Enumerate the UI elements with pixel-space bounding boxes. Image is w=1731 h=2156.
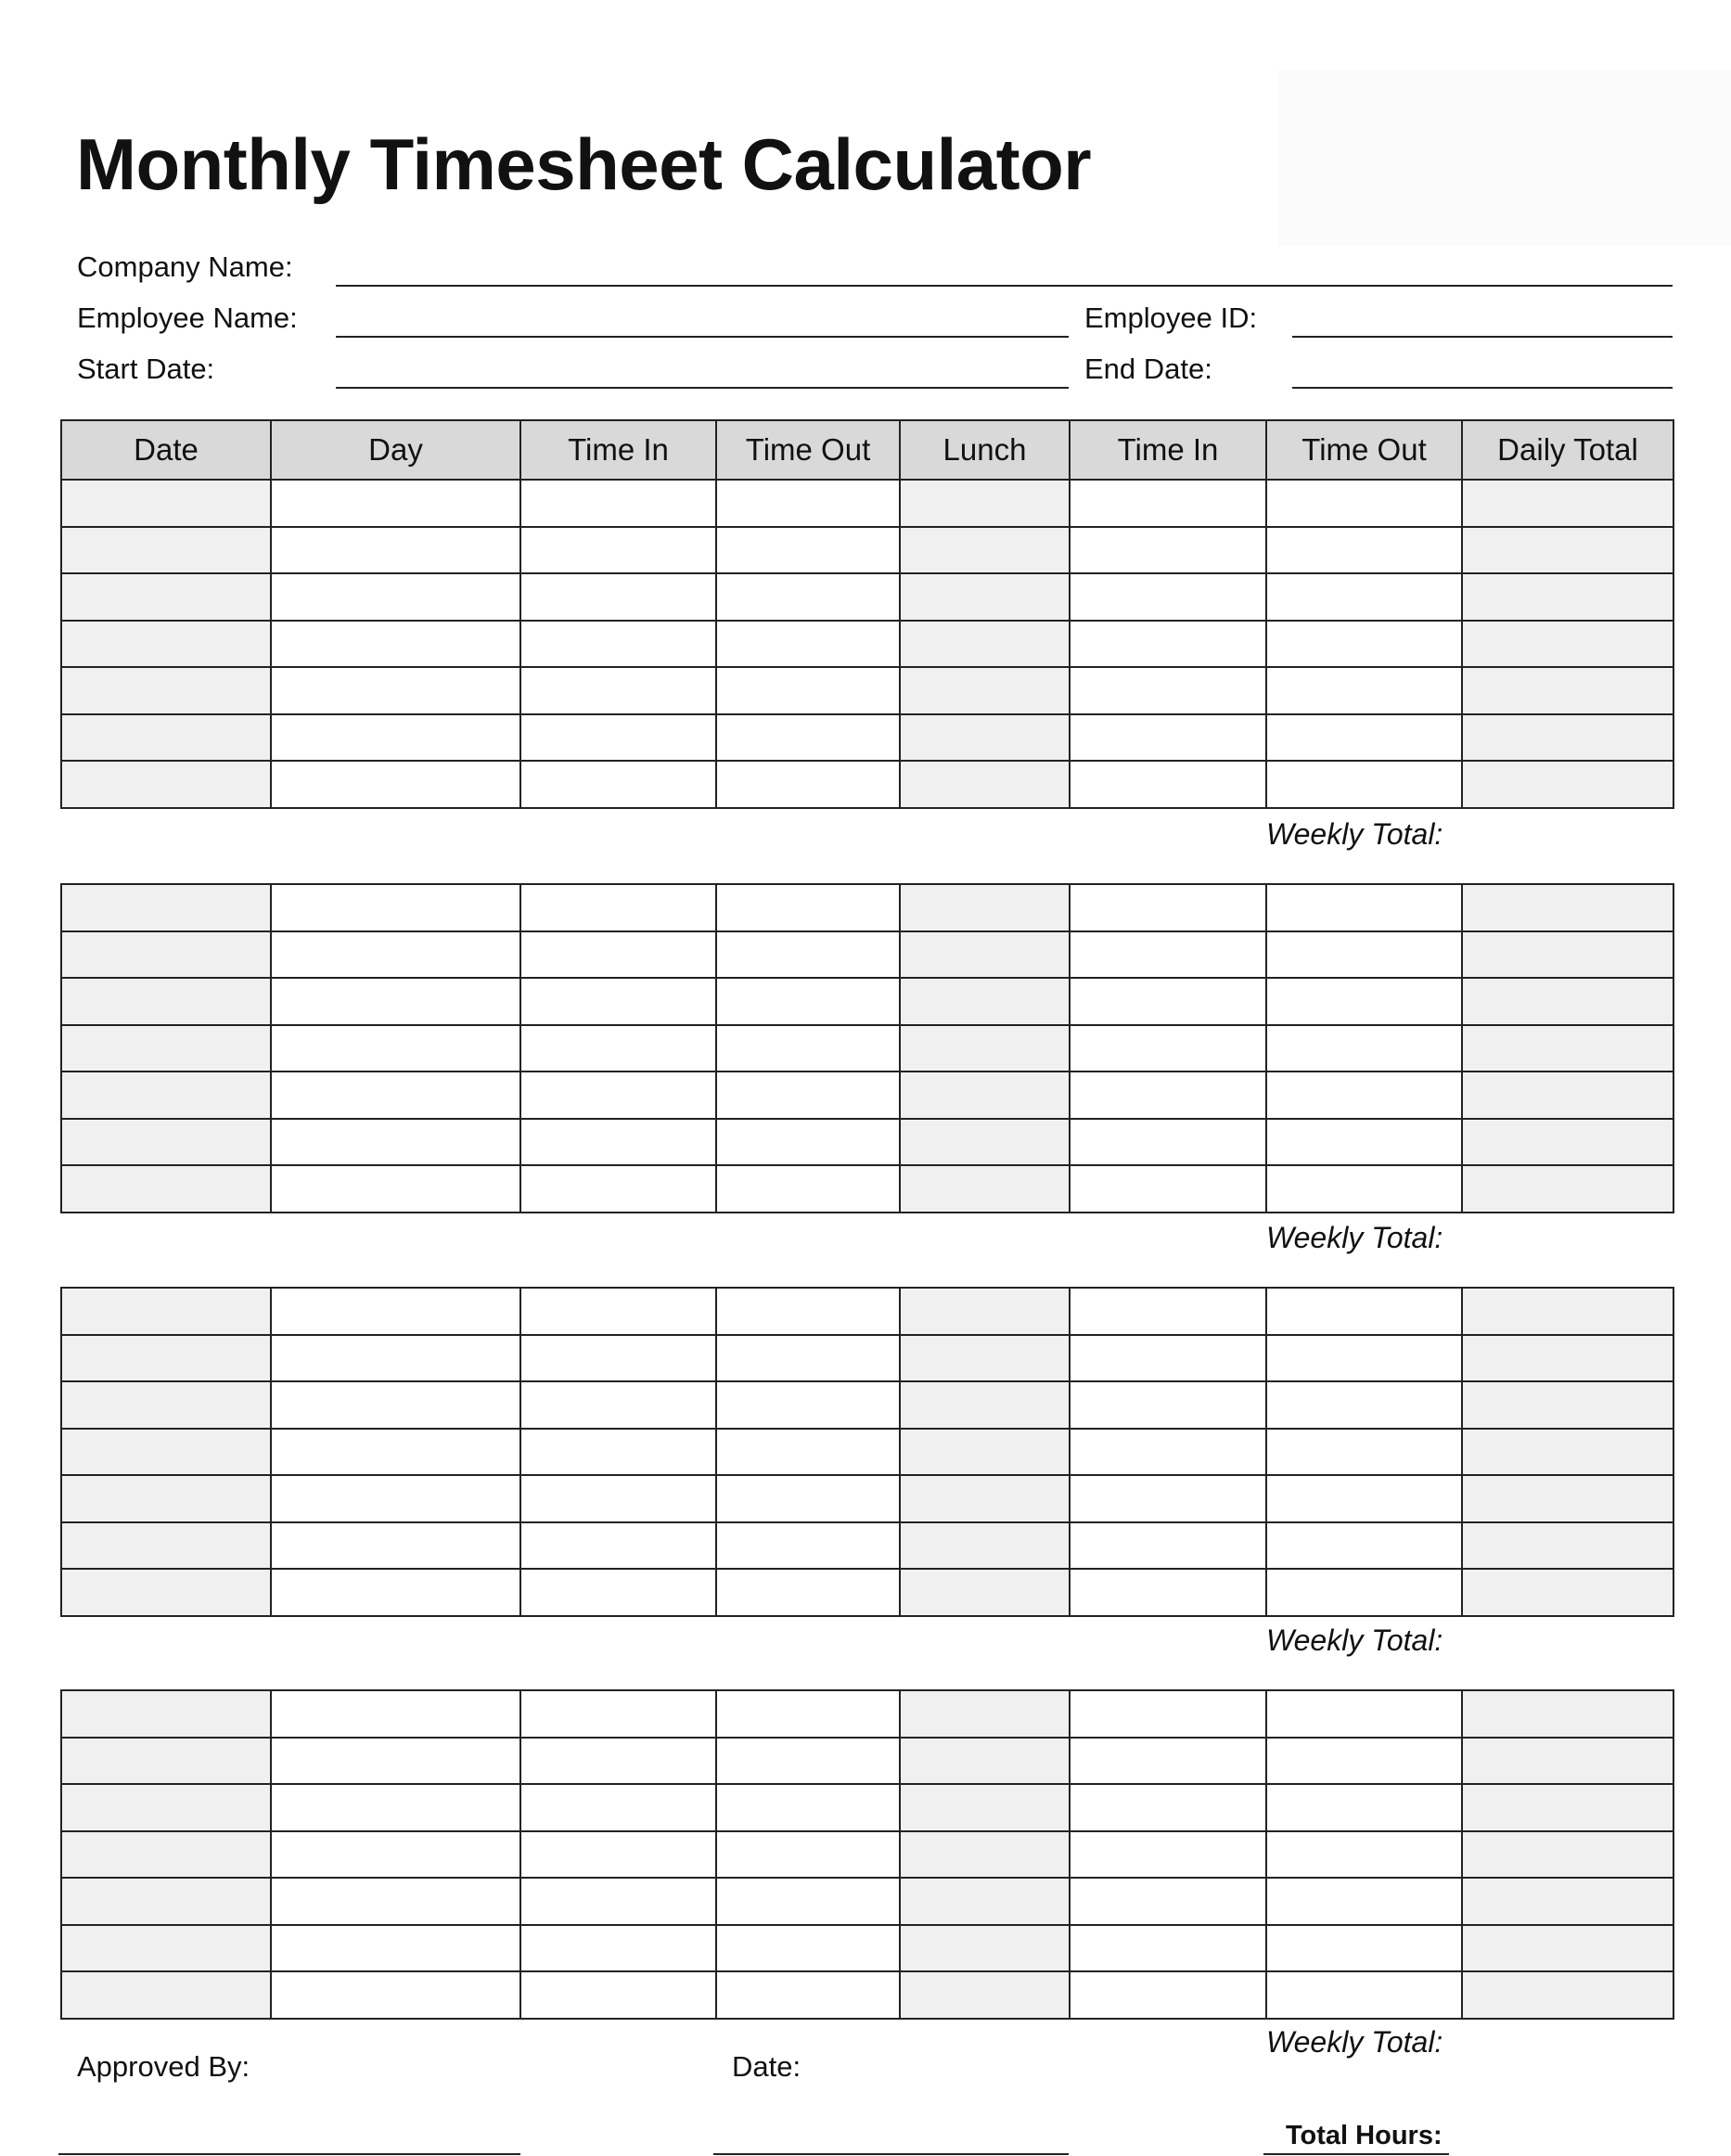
cell-time-in[interactable] bbox=[520, 573, 716, 621]
cell-time-out[interactable] bbox=[716, 480, 900, 527]
cell-lunch[interactable] bbox=[900, 1971, 1070, 2019]
cell-time-out[interactable] bbox=[716, 1429, 900, 1476]
weekly-total-label-2: Weekly Total: bbox=[1266, 1221, 1443, 1254]
employee-name-field[interactable] bbox=[336, 336, 1069, 338]
cell-time-out[interactable] bbox=[716, 1072, 900, 1119]
cell-time-in-2[interactable] bbox=[1070, 1165, 1266, 1213]
weekly-total-label-4: Weekly Total: bbox=[1266, 2025, 1443, 2059]
cell-time-out-2[interactable] bbox=[1266, 1119, 1462, 1166]
cell-time-in[interactable] bbox=[520, 1288, 716, 1335]
cell-time-out-2[interactable] bbox=[1266, 978, 1462, 1025]
cell-time-in-2[interactable] bbox=[1070, 667, 1266, 714]
cell-time-out-2[interactable] bbox=[1266, 480, 1462, 527]
cell-date[interactable] bbox=[61, 1072, 271, 1119]
cell-time-out[interactable] bbox=[716, 1522, 900, 1570]
cell-daily-total[interactable] bbox=[1462, 1878, 1673, 1925]
cell-time-in-2[interactable] bbox=[1070, 1784, 1266, 1831]
cell-lunch[interactable] bbox=[900, 1738, 1070, 1785]
cell-time-in[interactable] bbox=[520, 621, 716, 668]
cell-time-in[interactable] bbox=[520, 714, 716, 762]
cell-daily-total[interactable] bbox=[1462, 931, 1673, 979]
table-row bbox=[61, 1288, 1673, 1335]
cell-time-in-2[interactable] bbox=[1070, 1475, 1266, 1522]
cell-day[interactable] bbox=[271, 1288, 520, 1335]
cell-time-in-2[interactable] bbox=[1070, 480, 1266, 527]
table-row bbox=[61, 761, 1673, 808]
cell-day[interactable] bbox=[271, 1335, 520, 1382]
cell-lunch[interactable] bbox=[900, 1831, 1070, 1879]
cell-time-in[interactable] bbox=[520, 1569, 716, 1616]
employee-name-label: Employee Name: bbox=[77, 302, 298, 334]
cell-daily-total[interactable] bbox=[1462, 1738, 1673, 1785]
corner-shade bbox=[1278, 71, 1731, 245]
employee-id-label: Employee ID: bbox=[1084, 302, 1258, 334]
cell-date[interactable] bbox=[61, 573, 271, 621]
cell-time-in[interactable] bbox=[520, 884, 716, 931]
table-row bbox=[61, 714, 1673, 762]
cell-day[interactable] bbox=[271, 1878, 520, 1925]
col-header-date: Date bbox=[61, 420, 271, 480]
cell-time-out-2[interactable] bbox=[1266, 931, 1462, 979]
cell-time-out[interactable] bbox=[716, 1335, 900, 1382]
cell-date[interactable] bbox=[61, 667, 271, 714]
cell-lunch[interactable] bbox=[900, 621, 1070, 668]
approved-by-label: Approved By: bbox=[77, 2050, 250, 2083]
cell-day[interactable] bbox=[271, 1738, 520, 1785]
table-row bbox=[61, 480, 1673, 527]
cell-time-out[interactable] bbox=[716, 1831, 900, 1879]
cell-lunch[interactable] bbox=[900, 527, 1070, 574]
table-row bbox=[61, 527, 1673, 574]
cell-date[interactable] bbox=[61, 621, 271, 668]
end-date-label: End Date: bbox=[1084, 353, 1212, 385]
weekly-total-label-3: Weekly Total: bbox=[1266, 1623, 1443, 1657]
header-row bbox=[61, 420, 1673, 480]
cell-time-in[interactable] bbox=[520, 1878, 716, 1925]
col-header-time-in: Time In bbox=[520, 420, 716, 480]
cell-day[interactable] bbox=[271, 931, 520, 979]
table-row bbox=[61, 1335, 1673, 1382]
cell-day[interactable] bbox=[271, 1971, 520, 2019]
cell-daily-total[interactable] bbox=[1462, 621, 1673, 668]
cell-daily-total[interactable] bbox=[1462, 573, 1673, 621]
cell-date[interactable] bbox=[61, 1784, 271, 1831]
cell-lunch[interactable] bbox=[900, 1165, 1070, 1213]
cell-lunch[interactable] bbox=[900, 1475, 1070, 1522]
cell-day[interactable] bbox=[271, 978, 520, 1025]
cell-day[interactable] bbox=[271, 480, 520, 527]
cell-time-in[interactable] bbox=[520, 1072, 716, 1119]
cell-time-out[interactable] bbox=[716, 1381, 900, 1429]
cell-daily-total[interactable] bbox=[1462, 1925, 1673, 1972]
cell-daily-total[interactable] bbox=[1462, 480, 1673, 527]
week-4-table bbox=[60, 1689, 1674, 2020]
table-row bbox=[61, 1522, 1673, 1570]
cell-time-out-2[interactable] bbox=[1266, 761, 1462, 808]
cell-daily-total[interactable] bbox=[1462, 714, 1673, 762]
cell-day[interactable] bbox=[271, 1475, 520, 1522]
col-header-time-out-2: Time Out bbox=[1266, 420, 1462, 480]
table-row bbox=[61, 1569, 1673, 1616]
cell-time-out-2[interactable] bbox=[1266, 527, 1462, 574]
table-row bbox=[61, 1475, 1673, 1522]
cell-time-out-2[interactable] bbox=[1266, 1738, 1462, 1785]
cell-daily-total[interactable] bbox=[1462, 1288, 1673, 1335]
cell-time-out-2[interactable] bbox=[1266, 884, 1462, 931]
table-row bbox=[61, 1025, 1673, 1072]
cell-daily-total[interactable] bbox=[1462, 761, 1673, 808]
cell-time-in-2[interactable] bbox=[1070, 1971, 1266, 2019]
cell-time-in[interactable] bbox=[520, 1925, 716, 1972]
cell-lunch[interactable] bbox=[900, 667, 1070, 714]
cell-time-in[interactable] bbox=[520, 1335, 716, 1382]
cell-time-out-2[interactable] bbox=[1266, 1971, 1462, 2019]
cell-time-out[interactable] bbox=[716, 884, 900, 931]
cell-time-out-2[interactable] bbox=[1266, 1831, 1462, 1879]
cell-daily-total[interactable] bbox=[1462, 1429, 1673, 1476]
cell-time-in-2[interactable] bbox=[1070, 621, 1266, 668]
cell-lunch[interactable] bbox=[900, 1072, 1070, 1119]
cell-time-in[interactable] bbox=[520, 761, 716, 808]
cell-time-in-2[interactable] bbox=[1070, 1072, 1266, 1119]
cell-time-in[interactable] bbox=[520, 480, 716, 527]
cell-date[interactable] bbox=[61, 1429, 271, 1476]
cell-time-out[interactable] bbox=[716, 978, 900, 1025]
cell-lunch[interactable] bbox=[900, 1925, 1070, 1972]
cell-date[interactable] bbox=[61, 480, 271, 527]
cell-date[interactable] bbox=[61, 1738, 271, 1785]
col-header-day: Day bbox=[271, 420, 520, 480]
weekly-total-label-1: Weekly Total: bbox=[1266, 817, 1443, 851]
cell-daily-total[interactable] bbox=[1462, 1165, 1673, 1213]
cell-day[interactable] bbox=[271, 761, 520, 808]
cell-time-in-2[interactable] bbox=[1070, 1878, 1266, 1925]
cell-time-in[interactable] bbox=[520, 1971, 716, 2019]
table-row bbox=[61, 1738, 1673, 1785]
cell-time-in[interactable] bbox=[520, 1119, 716, 1166]
cell-time-in-2[interactable] bbox=[1070, 527, 1266, 574]
cell-time-in[interactable] bbox=[520, 1165, 716, 1213]
cell-daily-total[interactable] bbox=[1462, 1025, 1673, 1072]
table-row bbox=[61, 1165, 1673, 1213]
cell-lunch[interactable] bbox=[900, 1335, 1070, 1382]
cell-daily-total[interactable] bbox=[1462, 1119, 1673, 1166]
cell-daily-total[interactable] bbox=[1462, 1522, 1673, 1570]
table-row bbox=[61, 1878, 1673, 1925]
cell-time-out[interactable] bbox=[716, 1119, 900, 1166]
cell-time-out-2[interactable] bbox=[1266, 1165, 1462, 1213]
cell-time-in-2[interactable] bbox=[1070, 884, 1266, 931]
table-row bbox=[61, 573, 1673, 621]
cell-lunch[interactable] bbox=[900, 1878, 1070, 1925]
table-row bbox=[61, 1072, 1673, 1119]
cell-time-out[interactable] bbox=[716, 1784, 900, 1831]
cell-time-in[interactable] bbox=[520, 931, 716, 979]
cell-time-out-2[interactable] bbox=[1266, 1475, 1462, 1522]
cell-date[interactable] bbox=[61, 1025, 271, 1072]
cell-lunch[interactable] bbox=[900, 714, 1070, 762]
table-row bbox=[61, 621, 1673, 668]
table-row bbox=[61, 931, 1673, 979]
cell-date[interactable] bbox=[61, 1569, 271, 1616]
cell-lunch[interactable] bbox=[900, 761, 1070, 808]
cell-date[interactable] bbox=[61, 931, 271, 979]
cell-lunch[interactable] bbox=[900, 1784, 1070, 1831]
cell-day[interactable] bbox=[271, 714, 520, 762]
cell-time-out[interactable] bbox=[716, 1971, 900, 2019]
cell-day[interactable] bbox=[271, 1831, 520, 1879]
approval-date-field[interactable] bbox=[713, 2153, 1069, 2155]
cell-day[interactable] bbox=[271, 573, 520, 621]
cell-time-out-2[interactable] bbox=[1266, 1381, 1462, 1429]
cell-day[interactable] bbox=[271, 621, 520, 668]
cell-date[interactable] bbox=[61, 1925, 271, 1972]
company-name-label: Company Name: bbox=[77, 250, 293, 283]
cell-lunch[interactable] bbox=[900, 1288, 1070, 1335]
table-row bbox=[61, 1971, 1673, 2019]
cell-day[interactable] bbox=[271, 1025, 520, 1072]
table-row bbox=[61, 667, 1673, 714]
cell-date[interactable] bbox=[61, 1165, 271, 1213]
cell-time-out-2[interactable] bbox=[1266, 1784, 1462, 1831]
cell-daily-total[interactable] bbox=[1462, 1381, 1673, 1429]
cell-lunch[interactable] bbox=[900, 978, 1070, 1025]
cell-lunch[interactable] bbox=[900, 1381, 1070, 1429]
cell-time-out-2[interactable] bbox=[1266, 621, 1462, 668]
cell-time-out[interactable] bbox=[716, 527, 900, 574]
cell-time-out-2[interactable] bbox=[1266, 1569, 1462, 1616]
cell-day[interactable] bbox=[271, 1381, 520, 1429]
cell-time-out-2[interactable] bbox=[1266, 714, 1462, 762]
cell-time-out[interactable] bbox=[716, 714, 900, 762]
cell-date[interactable] bbox=[61, 1690, 271, 1738]
cell-time-out[interactable] bbox=[716, 1025, 900, 1072]
cell-time-out[interactable] bbox=[716, 1475, 900, 1522]
cell-date[interactable] bbox=[61, 1475, 271, 1522]
cell-lunch[interactable] bbox=[900, 1119, 1070, 1166]
cell-date[interactable] bbox=[61, 714, 271, 762]
cell-time-in[interactable] bbox=[520, 1738, 716, 1785]
table-row bbox=[61, 884, 1673, 931]
week-2-table bbox=[60, 883, 1674, 1213]
cell-day[interactable] bbox=[271, 1784, 520, 1831]
cell-time-out-2[interactable] bbox=[1266, 1288, 1462, 1335]
start-date-label: Start Date: bbox=[77, 353, 215, 385]
approved-by-field[interactable] bbox=[58, 2153, 520, 2155]
cell-time-in-2[interactable] bbox=[1070, 1335, 1266, 1382]
cell-lunch[interactable] bbox=[900, 1429, 1070, 1476]
cell-time-out[interactable] bbox=[716, 1569, 900, 1616]
col-header-lunch: Lunch bbox=[900, 420, 1070, 480]
cell-time-in-2[interactable] bbox=[1070, 1925, 1266, 1972]
cell-time-in-2[interactable] bbox=[1070, 978, 1266, 1025]
cell-time-in[interactable] bbox=[520, 978, 716, 1025]
table-row bbox=[61, 978, 1673, 1025]
cell-date[interactable] bbox=[61, 1971, 271, 2019]
cell-day[interactable] bbox=[271, 1522, 520, 1570]
cell-time-in[interactable] bbox=[520, 1025, 716, 1072]
cell-time-out-2[interactable] bbox=[1266, 1522, 1462, 1570]
cell-time-out[interactable] bbox=[716, 621, 900, 668]
cell-date[interactable] bbox=[61, 1119, 271, 1166]
col-header-time-in-2: Time In bbox=[1070, 420, 1266, 480]
table-row bbox=[61, 1119, 1673, 1166]
cell-time-in-2[interactable] bbox=[1070, 1119, 1266, 1166]
cell-date[interactable] bbox=[61, 1831, 271, 1879]
table-row bbox=[61, 1429, 1673, 1476]
cell-time-out[interactable] bbox=[716, 1165, 900, 1213]
employee-id-field[interactable] bbox=[1292, 336, 1673, 338]
company-name-field[interactable] bbox=[336, 285, 1673, 287]
cell-day[interactable] bbox=[271, 1072, 520, 1119]
cell-daily-total[interactable] bbox=[1462, 1475, 1673, 1522]
cell-time-out[interactable] bbox=[716, 1878, 900, 1925]
cell-lunch[interactable] bbox=[900, 931, 1070, 979]
cell-lunch[interactable] bbox=[900, 480, 1070, 527]
cell-time-in-2[interactable] bbox=[1070, 1288, 1266, 1335]
cell-day[interactable] bbox=[271, 1119, 520, 1166]
col-header-daily-total: Daily Total bbox=[1462, 420, 1673, 480]
table-row bbox=[61, 1784, 1673, 1831]
cell-date[interactable] bbox=[61, 1878, 271, 1925]
cell-time-out-2[interactable] bbox=[1266, 1878, 1462, 1925]
cell-lunch[interactable] bbox=[900, 573, 1070, 621]
cell-date[interactable] bbox=[61, 1522, 271, 1570]
week-3-table bbox=[60, 1287, 1674, 1617]
cell-time-out[interactable] bbox=[716, 761, 900, 808]
cell-time-in-2[interactable] bbox=[1070, 1025, 1266, 1072]
cell-day[interactable] bbox=[271, 667, 520, 714]
cell-time-in[interactable] bbox=[520, 1784, 716, 1831]
cell-time-out[interactable] bbox=[716, 573, 900, 621]
cell-date[interactable] bbox=[61, 884, 271, 931]
cell-lunch[interactable] bbox=[900, 1522, 1070, 1570]
cell-time-out[interactable] bbox=[716, 931, 900, 979]
cell-time-out[interactable] bbox=[716, 1288, 900, 1335]
week-1-table bbox=[60, 419, 1674, 809]
cell-lunch[interactable] bbox=[900, 884, 1070, 931]
cell-date[interactable] bbox=[61, 1288, 271, 1335]
cell-daily-total[interactable] bbox=[1462, 1569, 1673, 1616]
cell-date[interactable] bbox=[61, 1335, 271, 1382]
cell-time-in[interactable] bbox=[520, 1690, 716, 1738]
cell-time-out[interactable] bbox=[716, 1925, 900, 1972]
table-row bbox=[61, 1690, 1673, 1738]
cell-time-in-2[interactable] bbox=[1070, 1429, 1266, 1476]
cell-day[interactable] bbox=[271, 1690, 520, 1738]
cell-time-out[interactable] bbox=[716, 1738, 900, 1785]
page-title: Monthly Timesheet Calculator bbox=[76, 123, 1092, 205]
cell-time-in[interactable] bbox=[520, 1522, 716, 1570]
col-header-time-out: Time Out bbox=[716, 420, 900, 480]
cell-date[interactable] bbox=[61, 978, 271, 1025]
cell-time-in[interactable] bbox=[520, 527, 716, 574]
cell-time-in-2[interactable] bbox=[1070, 1831, 1266, 1879]
cell-daily-total[interactable] bbox=[1462, 1335, 1673, 1382]
cell-time-in-2[interactable] bbox=[1070, 761, 1266, 808]
cell-time-out-2[interactable] bbox=[1266, 1925, 1462, 1972]
cell-daily-total[interactable] bbox=[1462, 1831, 1673, 1879]
cell-time-out[interactable] bbox=[716, 1690, 900, 1738]
cell-date[interactable] bbox=[61, 761, 271, 808]
table-row bbox=[61, 1925, 1673, 1972]
cell-time-out-2[interactable] bbox=[1266, 1690, 1462, 1738]
cell-lunch[interactable] bbox=[900, 1025, 1070, 1072]
cell-time-in[interactable] bbox=[520, 1831, 716, 1879]
cell-time-in-2[interactable] bbox=[1070, 573, 1266, 621]
cell-day[interactable] bbox=[271, 1429, 520, 1476]
cell-time-in[interactable] bbox=[520, 1381, 716, 1429]
cell-daily-total[interactable] bbox=[1462, 667, 1673, 714]
approval-date-label: Date: bbox=[732, 2050, 801, 2083]
cell-daily-total[interactable] bbox=[1462, 1971, 1673, 2019]
cell-time-out-2[interactable] bbox=[1266, 1429, 1462, 1476]
cell-day[interactable] bbox=[271, 1569, 520, 1616]
cell-lunch[interactable] bbox=[900, 1569, 1070, 1616]
cell-time-out-2[interactable] bbox=[1266, 1335, 1462, 1382]
cell-time-in-2[interactable] bbox=[1070, 1690, 1266, 1738]
cell-date[interactable] bbox=[61, 527, 271, 574]
start-date-field[interactable] bbox=[336, 387, 1069, 389]
cell-time-in[interactable] bbox=[520, 667, 716, 714]
cell-day[interactable] bbox=[271, 1925, 520, 1972]
cell-time-out[interactable] bbox=[716, 667, 900, 714]
cell-day[interactable] bbox=[271, 884, 520, 931]
cell-time-in[interactable] bbox=[520, 1429, 716, 1476]
cell-daily-total[interactable] bbox=[1462, 978, 1673, 1025]
cell-daily-total[interactable] bbox=[1462, 884, 1673, 931]
total-hours-field[interactable] bbox=[1263, 2153, 1449, 2155]
cell-lunch[interactable] bbox=[900, 1690, 1070, 1738]
cell-daily-total[interactable] bbox=[1462, 1784, 1673, 1831]
total-hours-label: Total Hours: bbox=[1286, 2121, 1442, 2150]
cell-date[interactable] bbox=[61, 1381, 271, 1429]
table-row bbox=[61, 1831, 1673, 1879]
cell-time-out-2[interactable] bbox=[1266, 1072, 1462, 1119]
cell-time-out-2[interactable] bbox=[1266, 1025, 1462, 1072]
table-row bbox=[61, 1381, 1673, 1429]
cell-day[interactable] bbox=[271, 1165, 520, 1213]
cell-time-in-2[interactable] bbox=[1070, 1522, 1266, 1570]
cell-time-in-2[interactable] bbox=[1070, 1381, 1266, 1429]
cell-daily-total[interactable] bbox=[1462, 1072, 1673, 1119]
cell-time-in-2[interactable] bbox=[1070, 1569, 1266, 1616]
cell-time-in-2[interactable] bbox=[1070, 931, 1266, 979]
cell-daily-total[interactable] bbox=[1462, 1690, 1673, 1738]
cell-time-in[interactable] bbox=[520, 1475, 716, 1522]
end-date-field[interactable] bbox=[1292, 387, 1673, 389]
cell-time-out-2[interactable] bbox=[1266, 667, 1462, 714]
cell-daily-total[interactable] bbox=[1462, 527, 1673, 574]
cell-time-out-2[interactable] bbox=[1266, 573, 1462, 621]
cell-day[interactable] bbox=[271, 527, 520, 574]
cell-time-in-2[interactable] bbox=[1070, 714, 1266, 762]
cell-time-in-2[interactable] bbox=[1070, 1738, 1266, 1785]
